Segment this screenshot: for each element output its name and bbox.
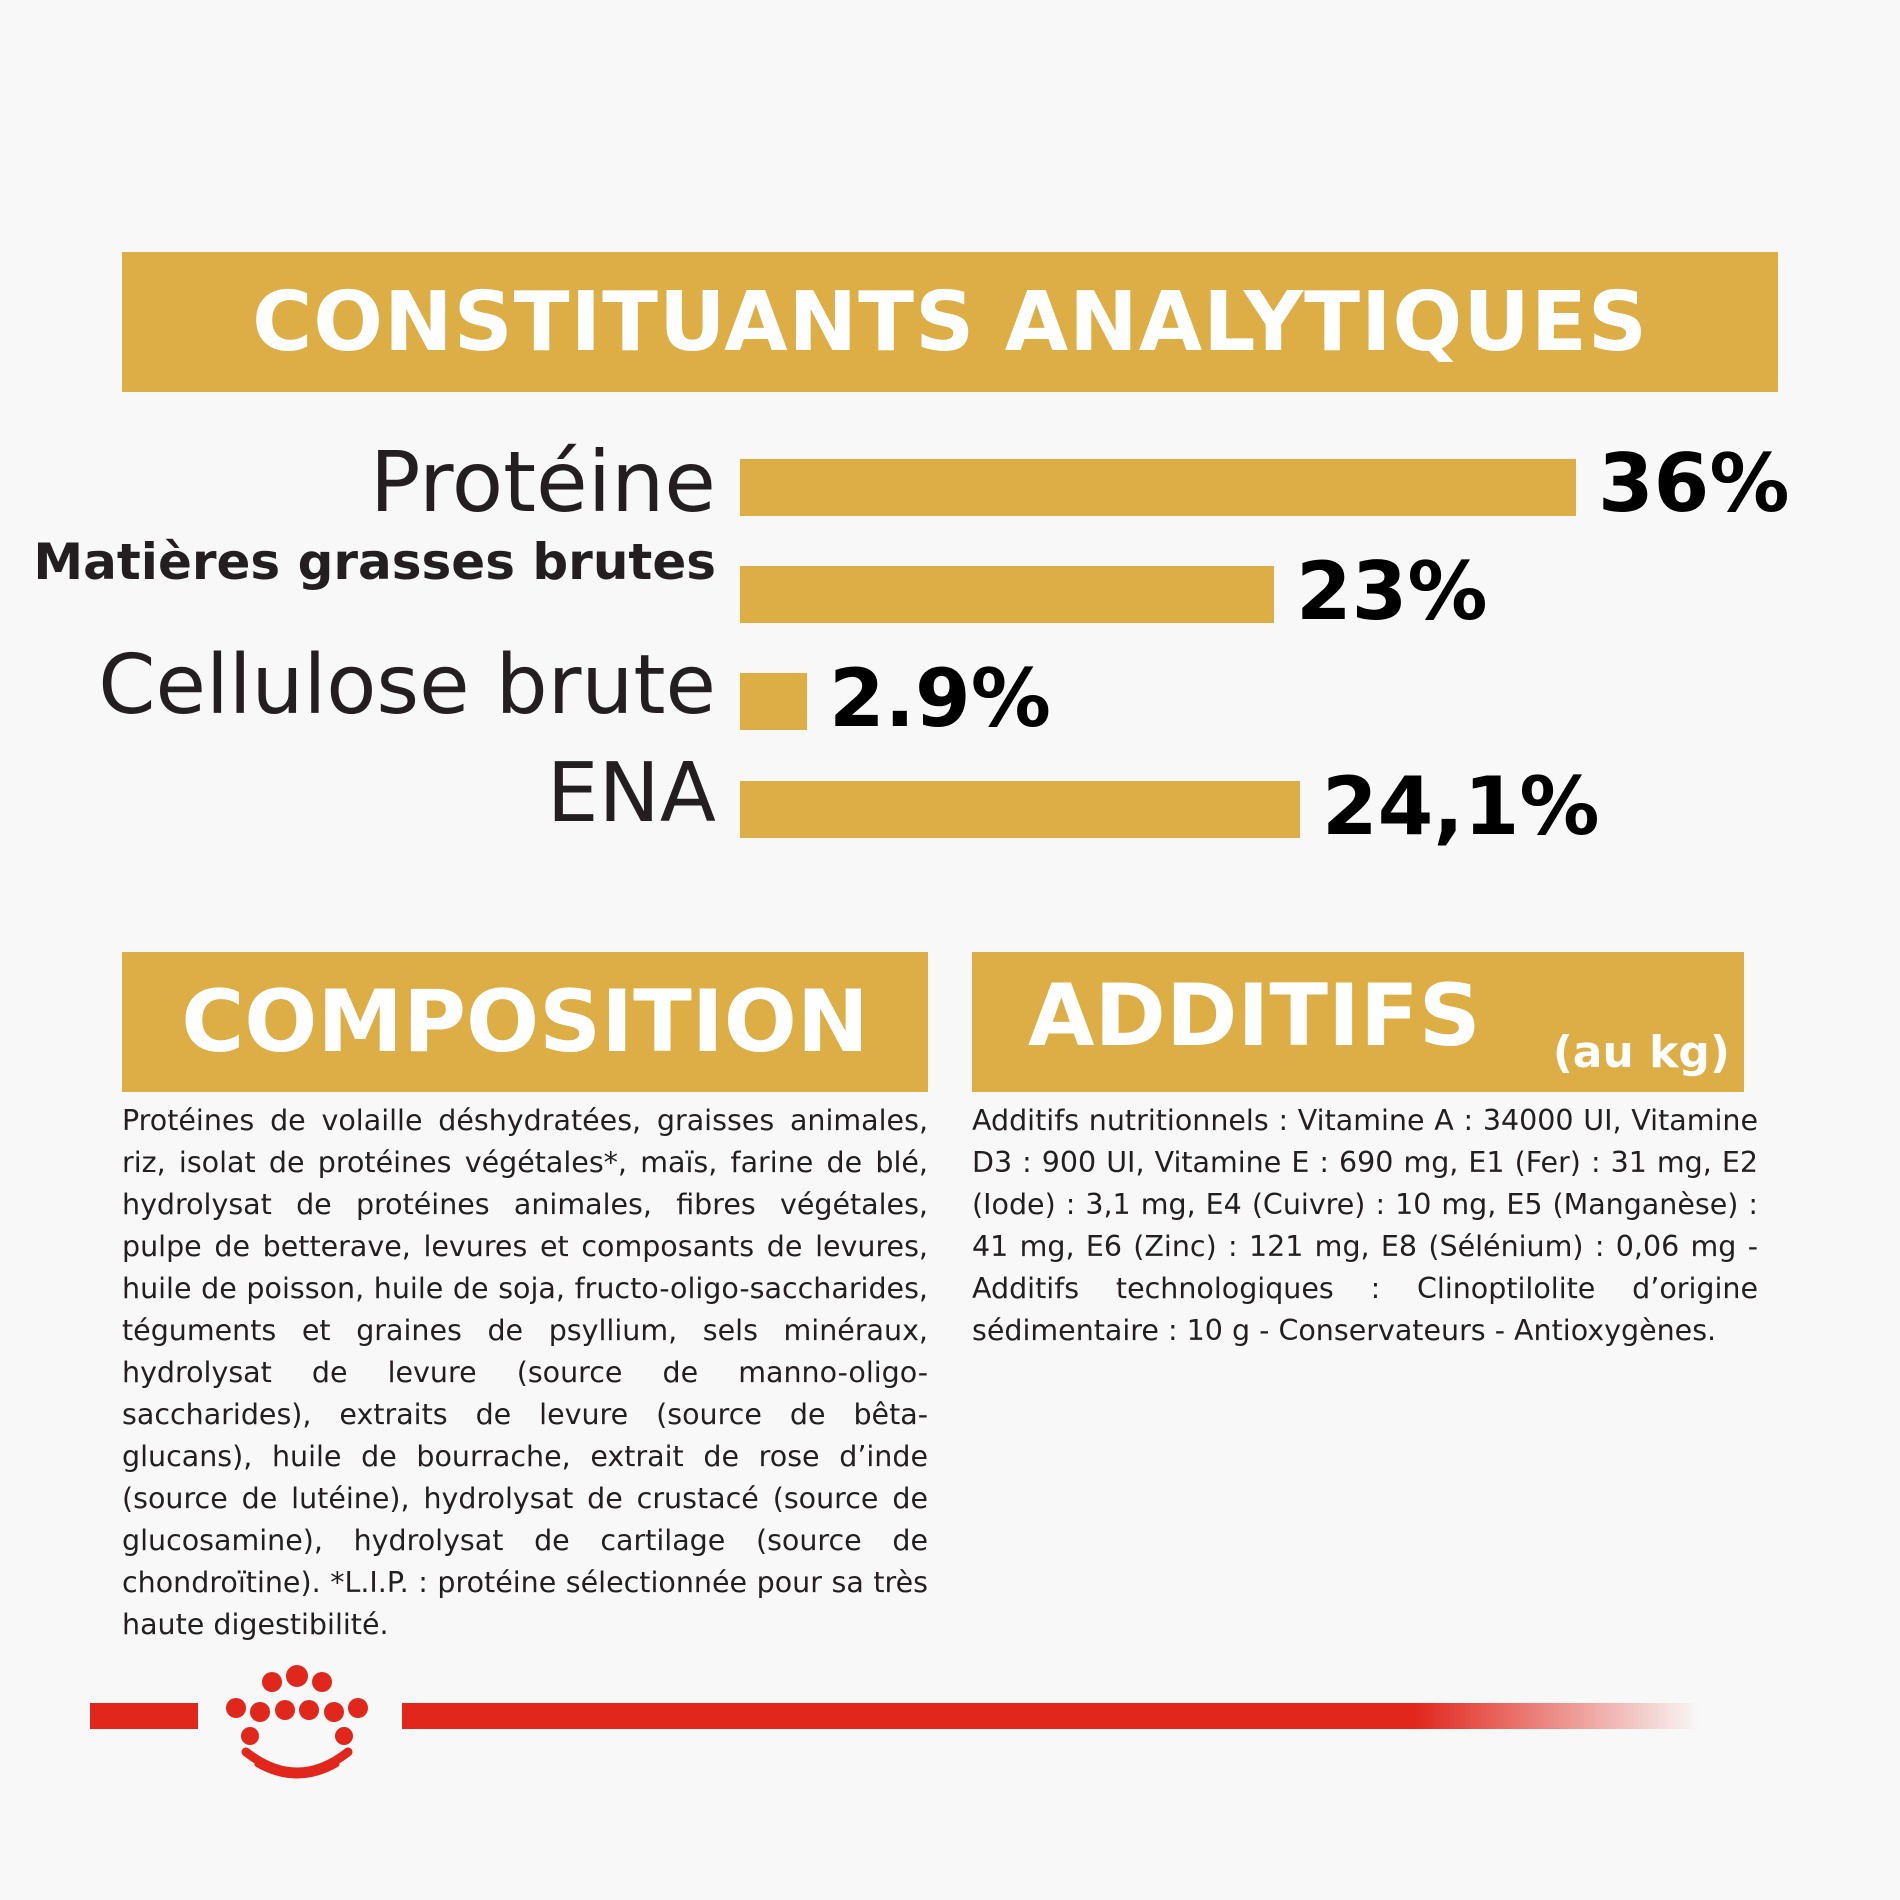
analytic-title: CONSTITUANTS ANALYTIQUES	[252, 274, 1648, 370]
crown-logo-icon	[202, 1660, 392, 1790]
additifs-unit: (au kg)	[1552, 1027, 1730, 1078]
additifs-title: ADDITIFS	[1028, 966, 1481, 1066]
category-label: Matières grasses brutes	[33, 533, 716, 591]
value-label: 2.9%	[829, 652, 1051, 745]
category-label: ENA	[546, 746, 716, 841]
composition-title: COMPOSITION	[181, 972, 869, 1072]
category-label: Protéine	[369, 433, 716, 531]
additifs-banner	[972, 952, 1744, 1092]
value-label: 24,1%	[1322, 760, 1600, 853]
value-label: 23%	[1296, 545, 1488, 638]
bar	[740, 459, 1576, 516]
additifs-text: Additifs nutritionnels : Vitamine A : 34000 UI, Vitamine D3 : 900 UI, Vitamine E : 690 mg, E1 (Fer) : 31 mg, E2 (Iode) : 3,1 mg, E4 (Cuivre) : 10 mg, E5 (Manganèse) : 41 mg, E6 (Zinc) : 121 mg, E8 (Sélénium) : 0,06 mg - Additifs technologiques : Clinoptilolite d’origine sédimentaire : 10 g - Conservateurs - Antioxygènes.	[972, 1104, 1758, 1347]
composition-banner	[122, 952, 928, 1092]
bar	[740, 566, 1274, 623]
bar	[740, 781, 1300, 838]
value-label: 36%	[1598, 437, 1790, 530]
composition-text: Protéines de volaille déshydratées, graisses animales, riz, isolat de protéines végétales*, maïs, farine de blé, hydrolysat de protéines animales, fibres végétales, pulpe de betterave, levures et composants de levures, huile de poisson, huile de soja, fructo-oligo-saccharides, téguments et graines de psyllium, sels minéraux, hydrolysat de levure (source de manno-oligo-saccharides), extraits de levure (source de bêta-glucans), huile de bourrache, extrait de rose d’inde (source de lutéine), hydrolysat de crustacé (source de glucosamine), hydrolysat de cartilage (source de chondroïtine). *L.I.P. : protéine sélectionnée pour sa très haute digestibilité.	[122, 1104, 928, 1641]
bar	[740, 673, 807, 730]
category-label: Cellulose brute	[98, 638, 716, 733]
analytic-banner	[122, 252, 1778, 392]
